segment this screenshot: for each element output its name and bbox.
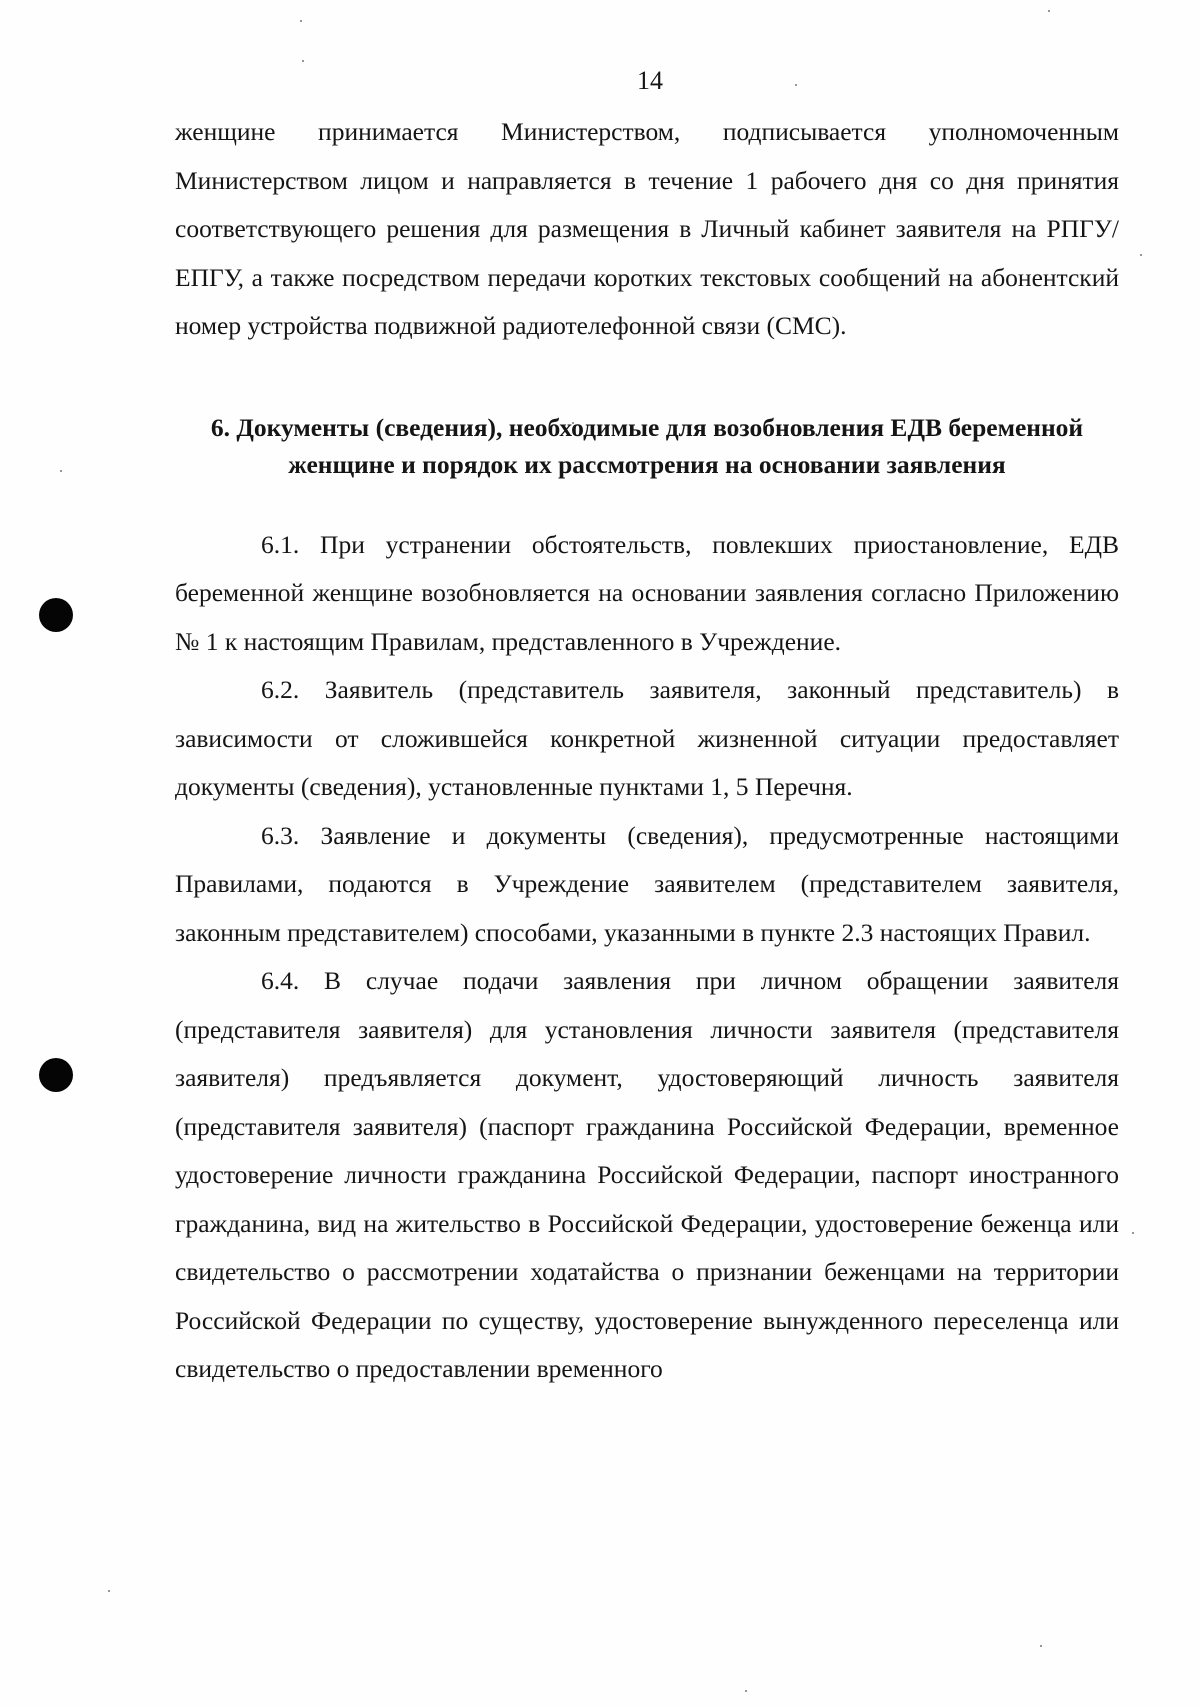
paragraph-6-4: 6.4. В случае подачи заявления при личном обращении заявителя (представителя заявителя) для установления личности заявителя (представителя заявителя) предъявляется документ, удостоверяющий личность заявителя (представителя заявителя) (паспорт гражданина Российской Федерации, временное удостоверение личности гражданина Российской Федерации, паспорт иностранного гражданина, вид на жительство в Российской Федерации, удостоверение беженца или свидетельство о рассмотрении ходатайства о признании беженцами на территории Российской Федерации по существу, удостоверение вынужденного переселенца или свидетельство о предоставлении временного — [175, 966, 1119, 1383]
scan-speck — [302, 60, 304, 62]
scan-speck — [1132, 1232, 1134, 1234]
paragraph-6-2: 6.2. Заявитель (представитель заявителя, законный представитель) в зависимости от сложившейся конкретной жизненной ситуации предоставляет документы (сведения), установленные пунктами 1, 5 Перечня. — [175, 675, 1119, 801]
punch-hole-top — [39, 598, 73, 632]
page-number: 14 — [637, 66, 663, 95]
scan-speck — [300, 20, 302, 22]
scan-speck — [108, 1590, 110, 1592]
paragraph-continuation: женщине принимается Министерством, подписывается уполномоченным Министерством лицом и направляется в течение 1 рабочего дня со дня принятия соответствующего решения для размещения в Личный кабинет заявителя на РПГУ/ЕПГУ, а также посредством передачи коротких текстовых сообщений на абонентский номер устройства подвижной радиотелефонной связи (СМС). — [175, 117, 1119, 340]
section-heading: 6. Документы (сведения), необходимые для возобновления ЕДВ беременной женщине и порядок их рассмотрения на основании заявления — [210, 412, 1084, 479]
punch-hole-bottom — [39, 1058, 73, 1092]
scan-speck — [745, 1690, 747, 1692]
scan-speck — [1040, 1645, 1042, 1647]
paragraph-6-1: 6.1. При устранении обстоятельств, повлекших приостановление, ЕДВ беременной женщине возобновляется на основании заявления согласно Приложению № 1 к настоящим Правилам, представленного в Учреждение. — [175, 529, 1119, 656]
document-body — [175, 108, 1119, 1394]
scan-speck — [1048, 10, 1050, 12]
paragraph-6-3: 6.3. Заявление и документы (сведения), предусмотренные настоящими Правилами, подаются в Учреждение заявителем (представителем заявителя, законным представителем) способами, указанными в пункте 2.3 настоящих Правил. — [175, 820, 1119, 947]
scan-speck — [60, 470, 62, 472]
scan-speck — [1140, 254, 1142, 256]
